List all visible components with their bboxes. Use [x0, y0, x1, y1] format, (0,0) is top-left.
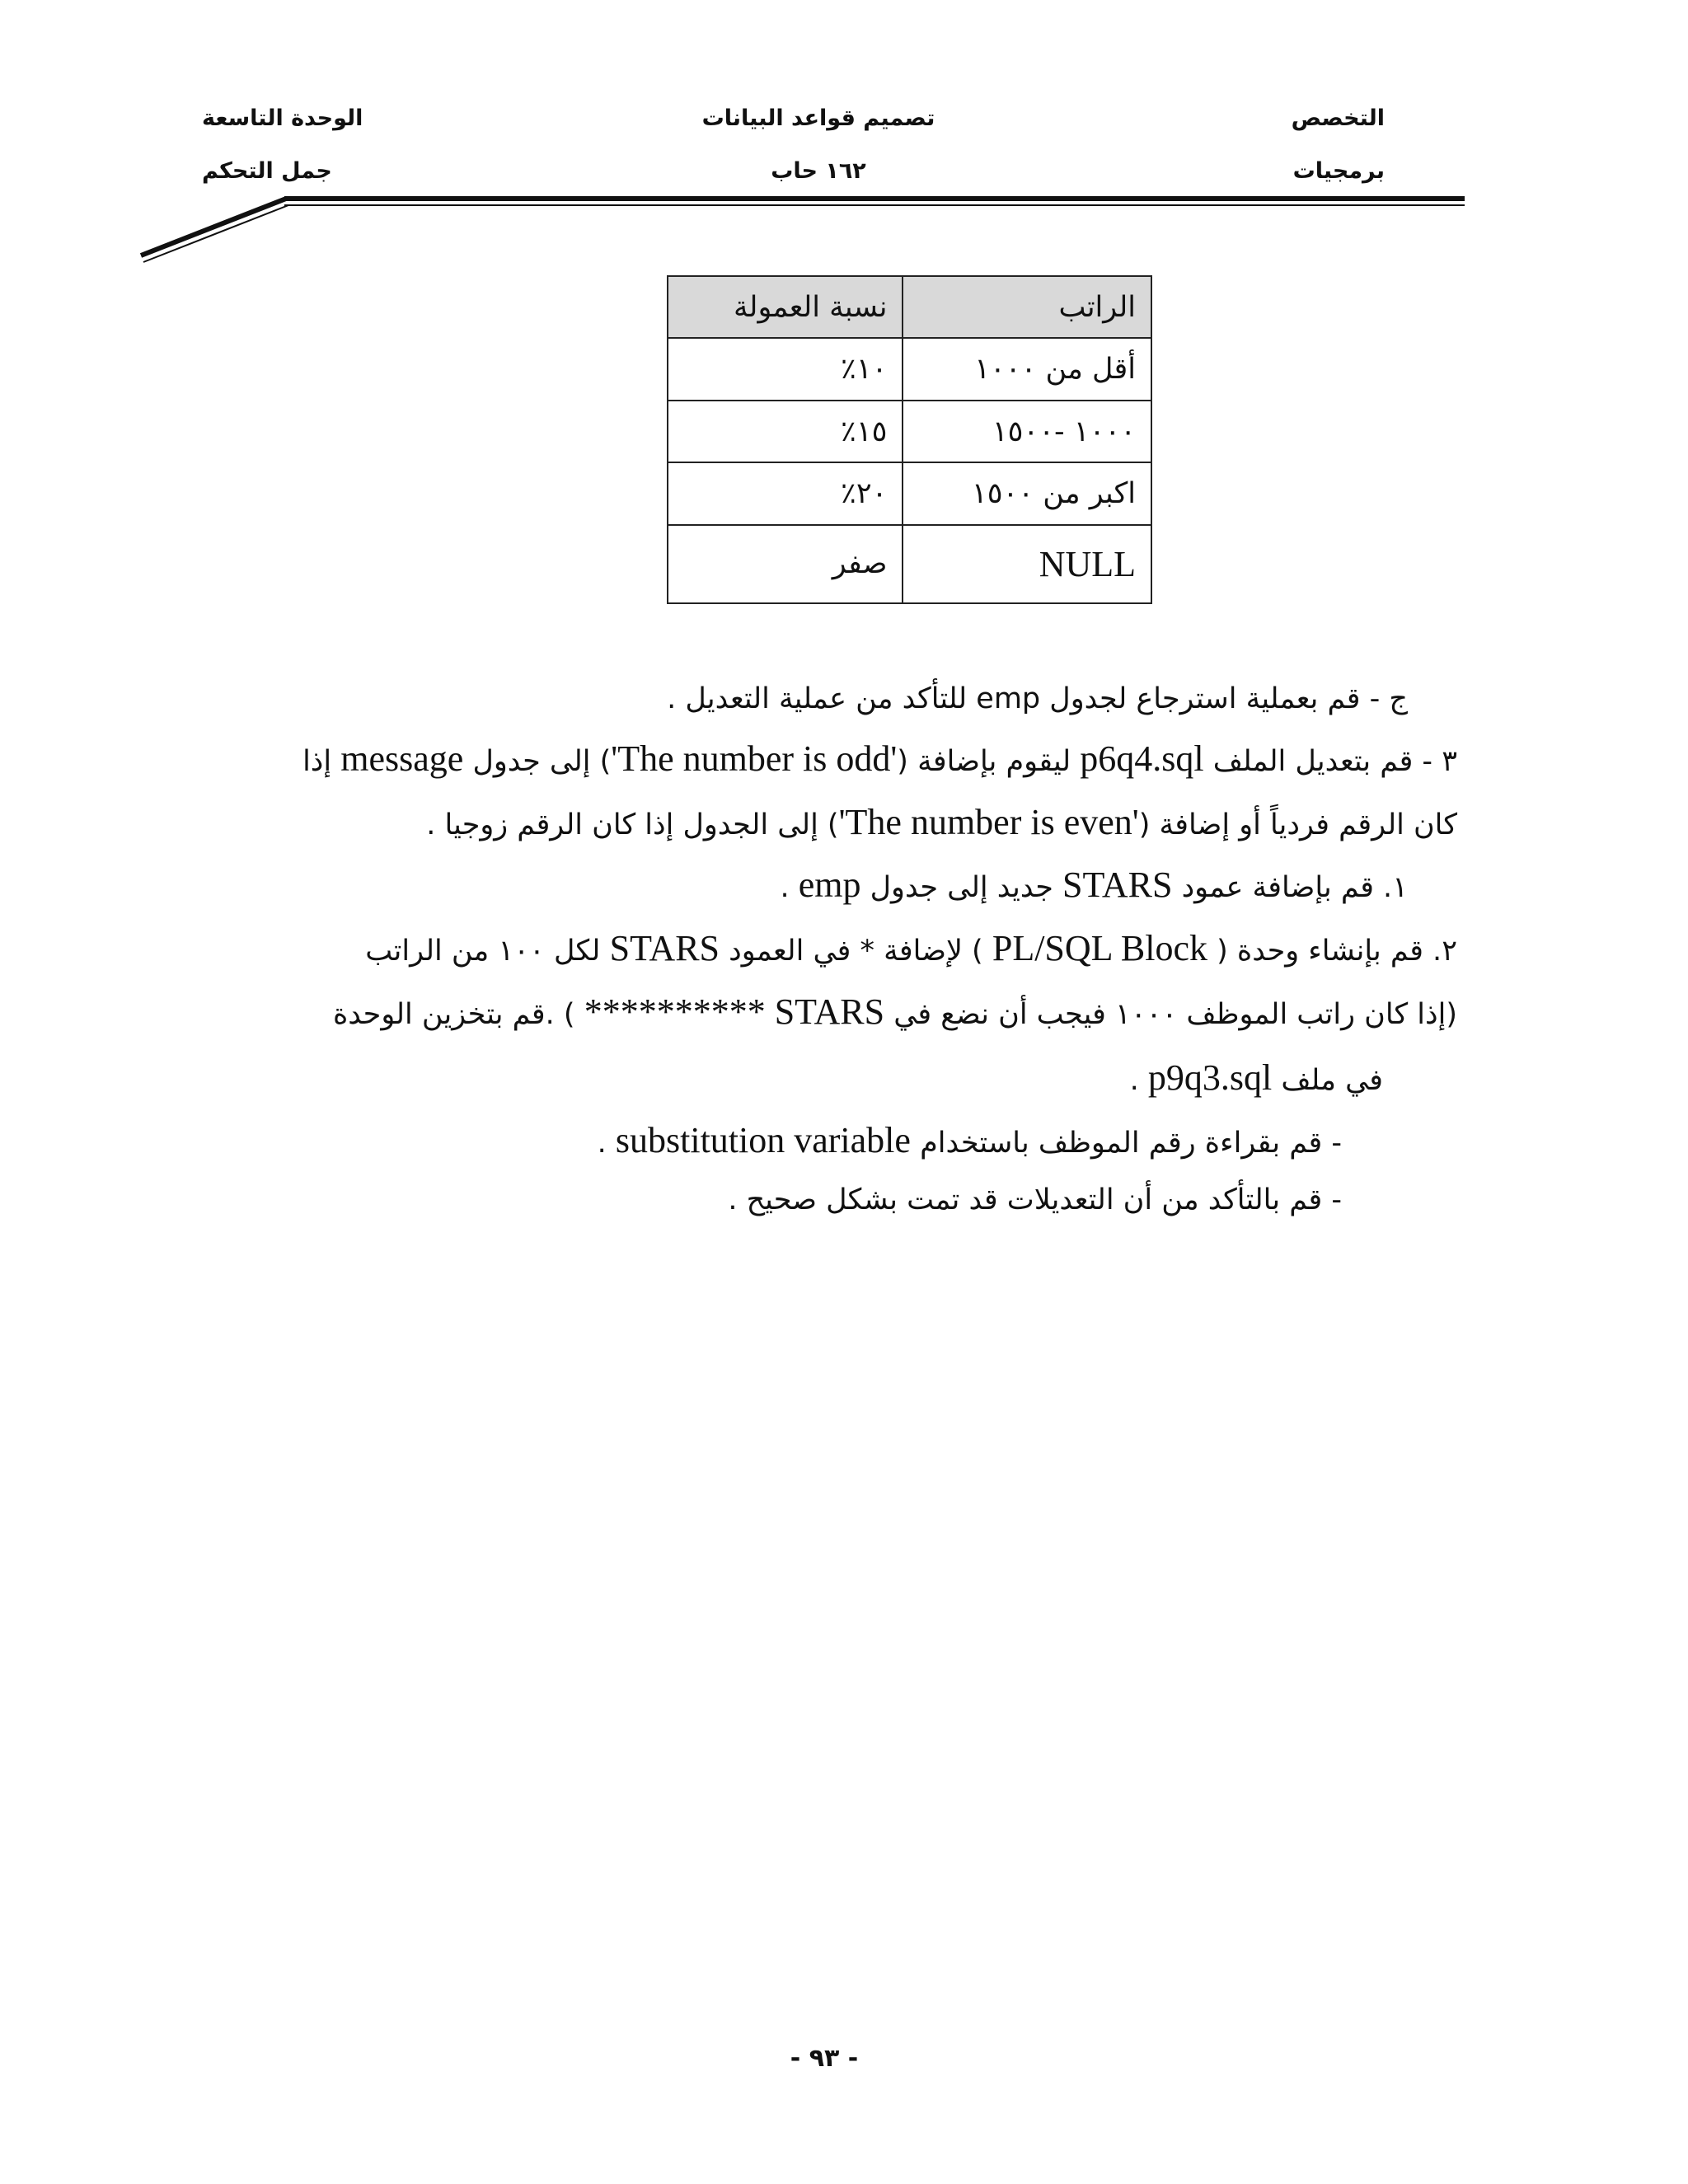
line-step-3-cont: كان الرقم فردياً أو إضافة ('The number is even') إلى الجدول إذا كان الرقم زوجيا . — [426, 802, 1457, 842]
line-step-3: ٣ - قم بتعديل الملف p6q4.sql ليقوم بإضافة ('The number is odd') إلى جدول message إذا — [302, 738, 1457, 779]
header-salary: الراتب — [903, 276, 1151, 338]
line-item-2: ٢. قم بإنشاء وحدة ( PL/SQL Block ) لإضافة * في العمود STARS لكل ١٠٠ من الراتب — [365, 928, 1457, 968]
table-row — [668, 401, 1151, 462]
table-header-row — [668, 276, 1151, 338]
salary-cell: أقل من ١٠٠٠ — [903, 338, 1151, 400]
unit-label: الوحدة التاسعة — [202, 105, 363, 131]
line-sub-2: - قم بالتأكد من أن التعديلات قد تمت بشكل صحيح . — [728, 1183, 1342, 1216]
table-row — [668, 462, 1151, 524]
table-row — [668, 338, 1151, 400]
commission-table — [667, 275, 1152, 604]
rate-cell: ٢٠٪ — [668, 462, 903, 524]
line-item-2-file: في ملف p9q3.sql . — [1129, 1057, 1383, 1098]
line-item-1: ١. قم بإضافة عمود STARS جديد إلى جدول emp . — [780, 865, 1408, 905]
file-name: p6q4.sql — [1080, 738, 1204, 779]
specialty-label: التخصص — [1291, 105, 1385, 131]
line-item-2-cont: (إذا كان راتب الموظف ١٠٠٠ فيجب أن نضع في STARS ********** ) .قم بتخزين الوحدة — [332, 991, 1457, 1032]
line-sub-1: - قم بقراءة رقم الموظف باستخدام substitution variable . — [597, 1120, 1342, 1160]
rate-cell: ١٠٪ — [668, 338, 903, 400]
unit-title: جمل التحكم — [202, 158, 332, 184]
rate-cell: صفر — [668, 525, 903, 603]
page-number: - ٩٣ - — [790, 2044, 859, 2073]
header-diagonal-rule — [132, 190, 297, 264]
even-message: 'The number is even' — [838, 802, 1139, 842]
header-rule-thick — [284, 196, 1465, 201]
course-code: ١٦٢ حاب — [771, 158, 866, 184]
course-title: تصميم قواعد البيانات — [701, 105, 935, 131]
header-rule-thin — [284, 204, 1465, 206]
specialty-value: برمجيات — [1292, 158, 1385, 184]
table-row — [668, 525, 1151, 603]
salary-cell: ١٠٠٠ -١٥٠٠ — [903, 401, 1151, 462]
header-commission-rate: نسبة العمولة — [668, 276, 903, 338]
odd-message: 'The number is odd' — [611, 738, 898, 779]
line-step-c: ج - قم بعملية استرجاع لجدول emp للتأكد من عملية التعديل . — [667, 682, 1408, 715]
rate-cell: ١٥٪ — [668, 401, 903, 462]
salary-cell: NULL — [903, 525, 1151, 603]
salary-cell: اكبر من ١٥٠٠ — [903, 462, 1151, 524]
table-name: message — [340, 738, 464, 779]
